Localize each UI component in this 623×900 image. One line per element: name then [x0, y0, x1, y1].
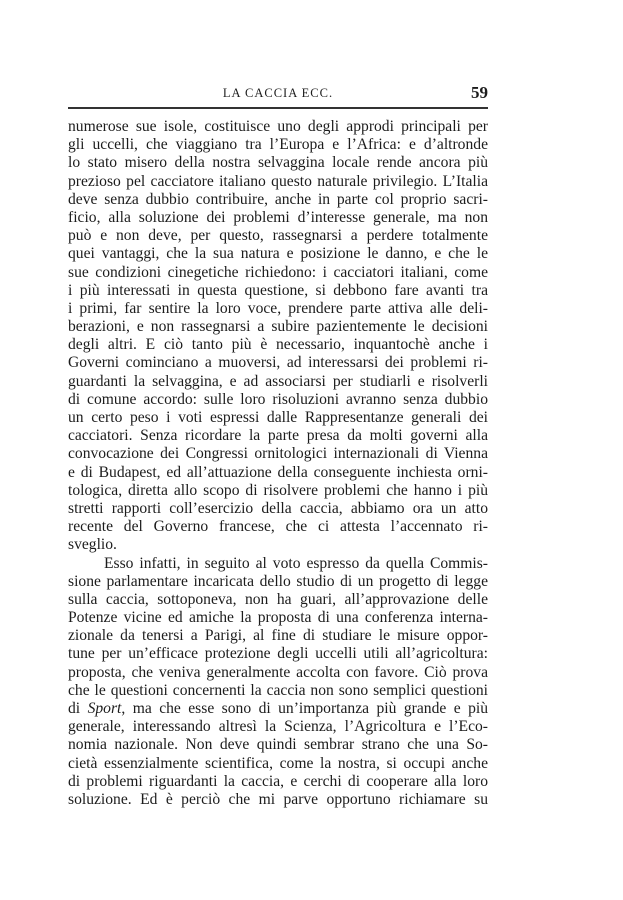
text-line: Esso infatti, in seguito al voto espresso da quella Commis- — [104, 554, 488, 572]
text-line: lo stato misero della nostra selvaggina locale rende ancora più — [68, 154, 488, 172]
text-line: generale, interessando altresì la Scienza, l’Agricoltura e l’Eco- — [68, 718, 488, 736]
text-line — [68, 700, 488, 718]
text-line: tune per un’efficace protezione degli uccelli utili all’agricoltura: — [68, 645, 488, 663]
text-line: di problemi riguardanti la caccia, e cerchi di cooperare alla loro — [68, 772, 488, 790]
text-line: convocazione dei Congressi ornitologici internazionali di Vienna — [68, 445, 488, 463]
text-line: ficio, alla soluzione dei problemi d’interesse generale, ma non — [68, 208, 488, 226]
text-segment: , ma che esse sono di un’importanza più grande e più — [121, 700, 488, 717]
text-line: sione parlamentare incaricata dello studio di un progetto di legge — [68, 572, 488, 590]
running-title: LA CACCIA ECC. — [222, 86, 334, 100]
text-line: stretti rapporti coll’esercizio della caccia, abbiamo ora un atto — [68, 499, 488, 517]
text-line: cietà essenzialmente scientifica, come la nostra, si occupi anche — [68, 754, 488, 772]
text-line: i più interessati in questa questione, si debbono fare avanti tra — [68, 281, 488, 299]
page-body-text — [68, 118, 488, 809]
text-line: può e non deve, per questo, rassegnarsi a perdere totalmente — [68, 227, 488, 245]
text-line: che le questioni concernenti la caccia non sono semplici questioni — [68, 681, 488, 699]
text-line: sveglio. — [68, 536, 117, 554]
text-line: zionale da tenersi a Parigi, al fine di studiare le misure oppor- — [68, 627, 488, 645]
text-line: un certo peso i voti espressi dalle Rappresentanze generali dei — [68, 409, 488, 426]
text-line: sulla caccia, sottoponeva, non ha guari, all’approvazione delle — [68, 590, 488, 608]
text-line: sue condizioni cinegetiche richiedono: i cacciatori italiani, come — [68, 263, 488, 281]
running-header — [68, 84, 488, 106]
text-line: nomia nazionale. Non deve quindi sembrar strano che una So- — [68, 736, 488, 754]
text-line: numerose sue isole, costituisce uno degli approdi principali per — [68, 118, 488, 135]
text-line: di comune accordo: sulle loro risoluzioni avranno senza dubbio — [68, 390, 488, 408]
text-line: berazioni, e non rassegnarsi a subire pazientemente le decisioni — [68, 318, 488, 336]
text-line: i primi, far sentire la loro voce, prendere parte attiva alle deli- — [68, 299, 488, 317]
text-line: prezioso pel cacciatore italiano questo naturale privilegio. L’Italia — [68, 172, 488, 190]
text-line: degli altri. E ciò tanto più è necessario, inquantochè anche i — [68, 336, 488, 354]
text-line: cacciatori. Senza ricordare la parte presa da molti governi alla — [68, 427, 488, 445]
text-line: Governi cominciano a muoversi, ad interessarsi dei problemi ri- — [68, 354, 488, 372]
italic-word: Sport — [87, 700, 122, 717]
page-number: 59 — [471, 83, 488, 102]
text-line: guardanti la selvaggina, e ad associarsi per studiarli e risolverli — [68, 372, 488, 390]
text-line: proposta, che veniva generalmente accolta con favore. Ciò prova — [68, 663, 488, 681]
text-line: deve senza dubbio contribuire, anche in parte col proprio sacri- — [68, 190, 488, 208]
text-line: quei vantaggi, che la sua natura e posizione le danno, e che le — [68, 245, 488, 263]
text-line: soluzione. Ed è perciò che mi parve opportuno richiamare su — [68, 790, 488, 808]
text-line: recente del Governo francese, che ci attesta l’accennato ri- — [68, 518, 488, 536]
header-rule — [68, 107, 488, 109]
text-line: tologica, diretta allo scopo di risolvere problemi che hanno i più — [68, 481, 488, 499]
text-line: gli uccelli, che viaggiano tra l’Europa e l’Africa: e d’altronde — [68, 136, 488, 154]
text-line: e di Budapest, ed all’attuazione della conseguente inchiesta orni- — [68, 463, 488, 481]
text-line: Potenze vicine ed amiche la proposta di una conferenza interna- — [68, 609, 488, 627]
text-segment: di — [68, 700, 88, 717]
